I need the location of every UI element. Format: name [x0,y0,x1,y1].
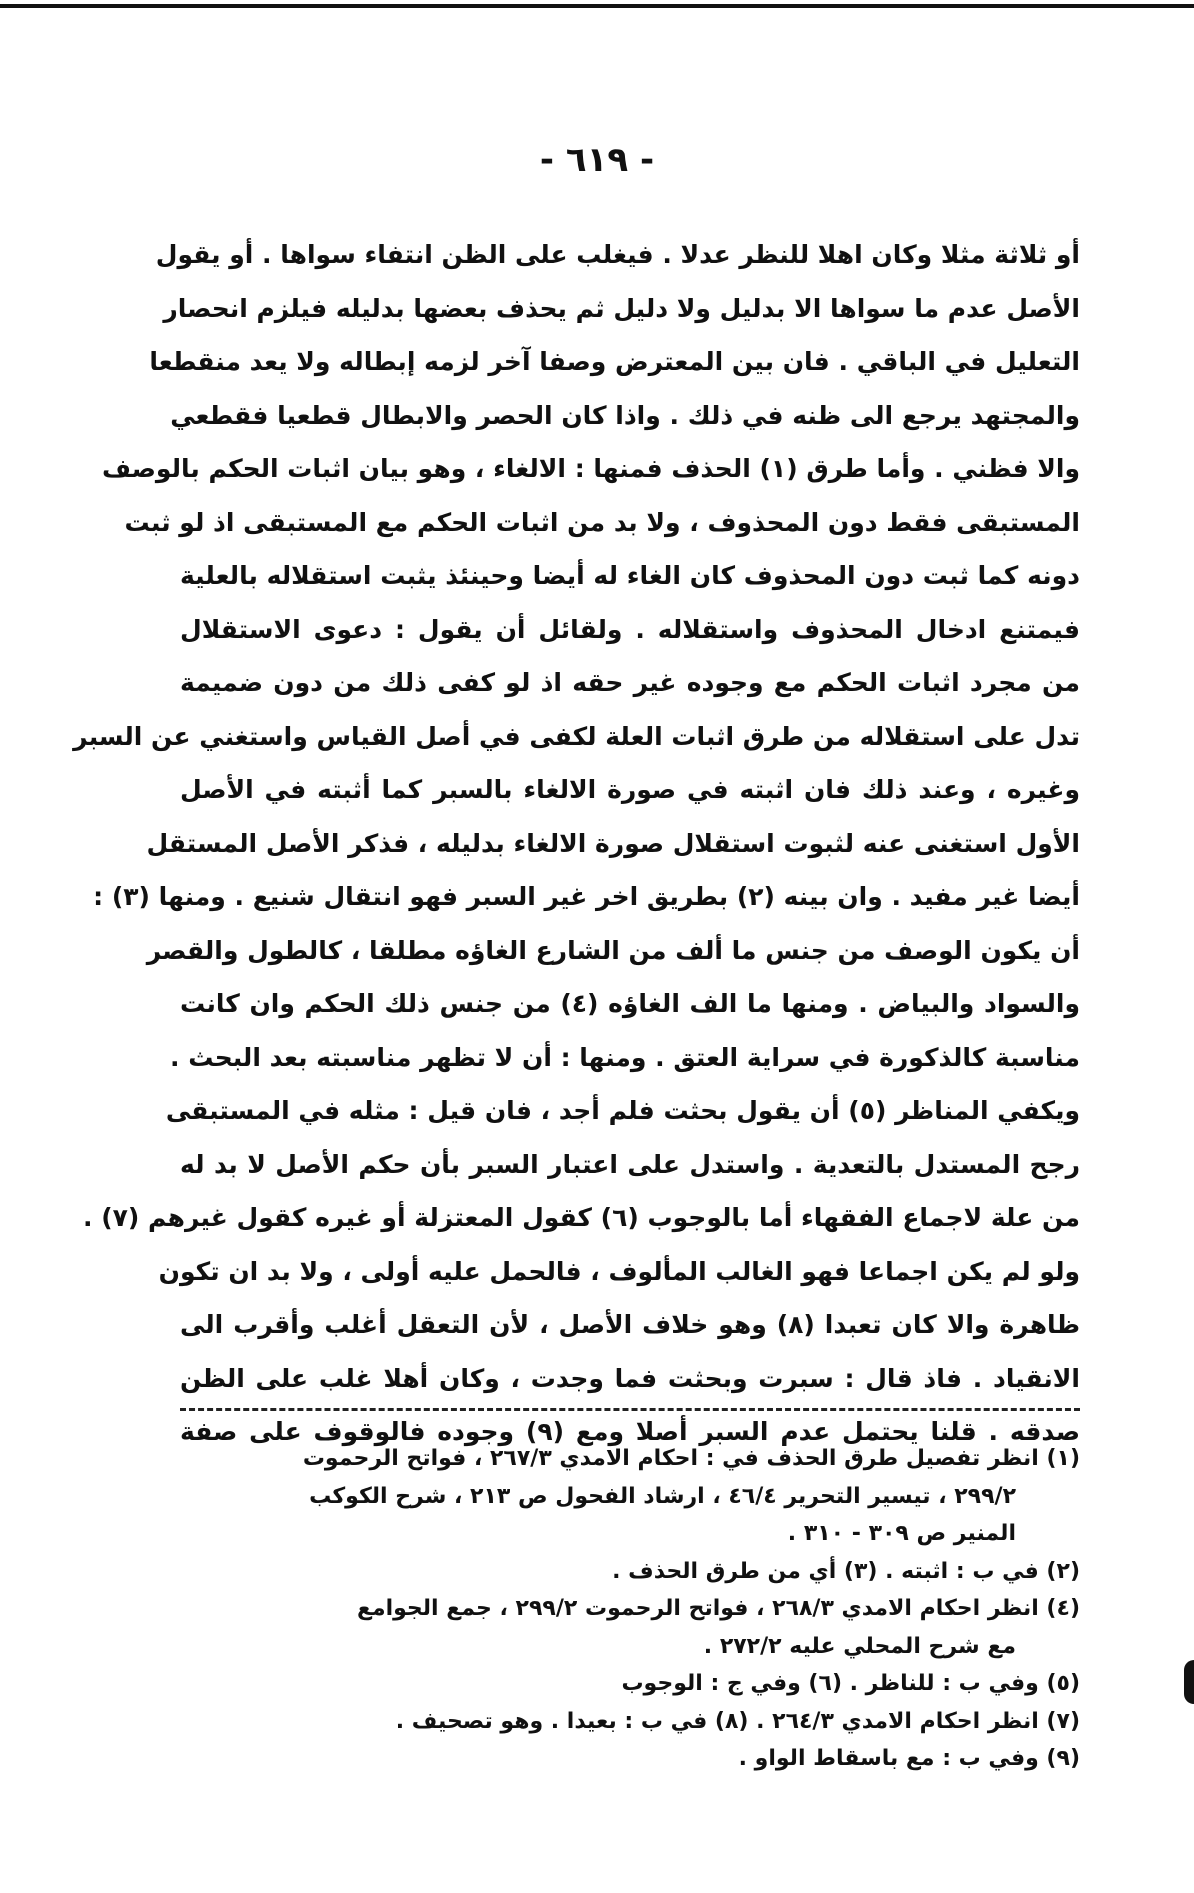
body-line: الانقياد . فاذ قال : سبرت وبحثت فما وجدت ، وكان أهلا غلب على الظن [180,1363,1080,1393]
footnote-line: (٧) انظر احكام الامدي ٢٦٤/٣ . (٨) في ب : بعيدا . وهو تصحيف . [395,1708,1080,1734]
body-line: فيمتنع ادخال المحذوف واستقلاله . ولقائل أن يقول : دعوى الاستقلال [180,614,1080,644]
body-line: صدقه . قلنا يحتمل عدم السبر أصلا ومع (٩) وجوده فالوقوف على صفة [180,1417,1080,1446]
body-line: رجح المستدل بالتعدية . واستدل على اعتبار السبر بأن حكم الأصل لا بد له [180,1149,1080,1179]
footnote-line: المنير ص ٣٠٩ - ٣١٠ . [787,1521,1016,1546]
body-line: من مجرد اثبات الحكم مع وجوده غير حقه اذ لو كفى ذلك من دون ضميمة [180,668,1080,697]
punch-hole-mark [1184,1660,1194,1704]
body-line: الأصل عدم ما سواها الا بدليل ولا دليل ثم يحذف بعضها بدليله فيلزم انحصار [163,293,1080,323]
body-line: المستبقى فقط دون المحذوف ، ولا بد من اثبات الحكم مع المستبقى اذ لو ثبت [124,507,1080,537]
body-line: ظاهرة والا كان تعبدا (٨) وهو خلاف الأصل ، لأن التعقل أغلب وأقرب الى [180,1310,1080,1339]
footnote-line: (٢) في ب : اثبته . (٣) أي من طرق الحذف . [612,1558,1080,1584]
body-line: أيضا غير مفيد . وان بينه (٢) بطريق اخر غير السبر فهو انتقال شنيع . ومنها (٣) : [93,882,1080,911]
top-edge-line [0,4,1194,8]
body-line: والا فظني . وأما طرق (١) الحذف فمنها : الالغاء ، وهو بيان اثبات الحكم بالوصف [102,454,1080,483]
page-number: - ٦١٩ - [539,140,655,180]
body-text [73,228,1080,1459]
footnote-line: (٩) وفي ب : مع باسقاط الواو . [738,1746,1080,1771]
body-line: تدل على استقلاله من طرق اثبات العلة لكفى في أصل القياس واستغني عن السبر [73,721,1080,751]
body-line: من علة لاجماع الفقهاء أما بالوجوب (٦) كقول المعتزلة أو غيره كقول غيرهم (٧) . [83,1203,1080,1232]
body-line: أو ثلاثة مثلا وكان اهلا للنظر عدلا . فيغلب على الظن انتفاء سواها . أو يقول [155,240,1080,269]
body-line: والمجتهد يرجع الى ظنه في ذلك . واذا كان الحصر والابطال قطعيا فقطعي [170,400,1080,430]
body-line: أن يكون الوصف من جنس ما ألف من الشارع الغاؤه مطلقا ، كالطول والقصر [146,935,1080,965]
footnote-line: (٥) وفي ب : للناظر . (٦) وفي ج : الوجوب [621,1671,1080,1696]
body-line: مناسبة كالذكورة في سراية العتق . ومنها : أن لا تظهر مناسبته بعد البحث . [170,1042,1080,1072]
body-line: ولو لم يكن اجماعا فهو الغالب المألوف ، فالحمل عليه أولى ، ولا بد ان تكون [158,1256,1080,1286]
footnote-line: (٤) انظر احكام الامدي ٢٦٨/٣ ، فواتح الرحموت ٢٩٩/٢ ، جمع الجوامع [356,1596,1080,1621]
footnote-line: مع شرح المحلي عليه ٢٧٢/٢ . [703,1633,1016,1659]
body-line: الأول استغنى عنه لثبوت استقلال صورة الالغاء بدليله ، فذكر الأصل المستقل [146,828,1080,858]
body-line: التعليل في الباقي . فان بين المعترض وصفا آخر لزمه إبطاله ولا يعد منقطعا [149,347,1080,376]
footnotes [180,1440,1080,1778]
body-line: والسواد والبياض . ومنها ما الف الغاؤه (٤) من جنس ذلك الحكم وان كانت [180,989,1080,1018]
footnote-line: (١) انظر تفصيل طرق الحذف في : احكام الامدي ٢٦٧/٣ ، فواتح الرحموت [302,1446,1080,1471]
footnote-line: ٢٩٩/٢ ، تيسير التحرير ٤٦/٤ ، ارشاد الفحول ص ٢١٣ ، شرح الكوكب [309,1483,1016,1509]
body-line: ويكفي المناظر (٥) أن يقول بحثت فلم أجد ، فان قيل : مثله في المستبقى [165,1096,1080,1125]
footnote-separator [180,1408,1080,1411]
body-line: دونه كما ثبت دون المحذوف كان الغاء له أيضا وحينئذ يثبت استقلاله بالعلية [180,561,1080,590]
body-line: وغيره ، وعند ذلك فان اثبته في صورة الالغاء بالسبر كما أثبته في الأصل [180,775,1080,804]
